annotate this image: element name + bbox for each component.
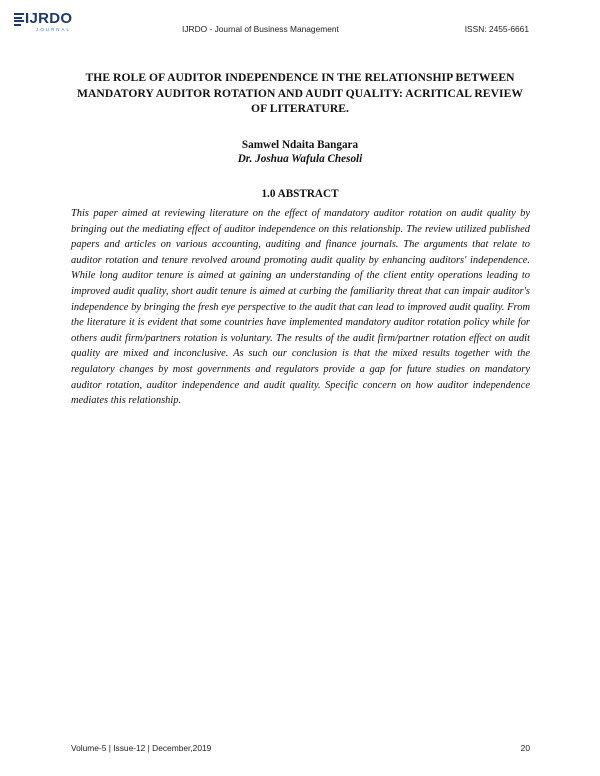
abstract-heading: 1.0 ABSTRACT bbox=[261, 188, 339, 200]
logo-subtext: JOURNAL bbox=[36, 27, 72, 32]
author-secondary: Dr. Joshua Wafula Chesoli bbox=[237, 153, 363, 165]
paper-title: THE ROLE OF AUDITOR INDEPENDENCE IN THE RELATIONSHIP BETWEEN MANDATORY AUDITOR ROTATION AND AUDIT QUALITY: ACRITICAL REVIEW OF LITERATURE. bbox=[76, 71, 523, 115]
footer-volume-info: Volume-5 | Issue-12 | December,2019 bbox=[71, 743, 212, 753]
abstract-body: This paper aimed at reviewing literature on the effect of mandatory auditor rotation on audit quality by bringing out the mediating effect of auditor independence on this relationship. The review utilized published papers and articles on various accounting, auditing and finance journals. The arguments that relate to auditor rotation and tenure revolved around promoting audit quality by enhancing auditors' independence. While long auditor tenure is aimed at gaining an understanding of the client entity operations leading to improved audit quality, short audit tenure is aimed at curbing the familiarity threat that can impair auditor's independence by bringing the fresh eye perspective to the audit that can lead to improved audit quality. From the literature it is evident that some countries have implemented mandatory auditor rotation policy while for others audit firm/partners rotation is voluntary. The results of the audit firm/partner rotation effect on audit quality are mixed and inconclusive. As such our conclusion is that the mixed results together with the regulatory changes by most governments and regulators provide a gap for future studies on mandatory auditor rotation, auditor independence and audit quality. Specific concern on how auditor independence mediates this relationship. bbox=[71, 208, 530, 407]
page-number: 20 bbox=[520, 743, 530, 753]
logo-stripes-icon bbox=[14, 13, 24, 25]
journal-logo bbox=[14, 10, 84, 32]
issn: ISSN: 2455-6661 bbox=[464, 24, 529, 34]
author-primary: Samwel Ndaita Bangara bbox=[241, 139, 359, 151]
journal-name: IJRDO - Journal of Business Management bbox=[182, 24, 339, 34]
page-header bbox=[0, 0, 600, 40]
logo-text: IJRDO bbox=[25, 10, 73, 27]
